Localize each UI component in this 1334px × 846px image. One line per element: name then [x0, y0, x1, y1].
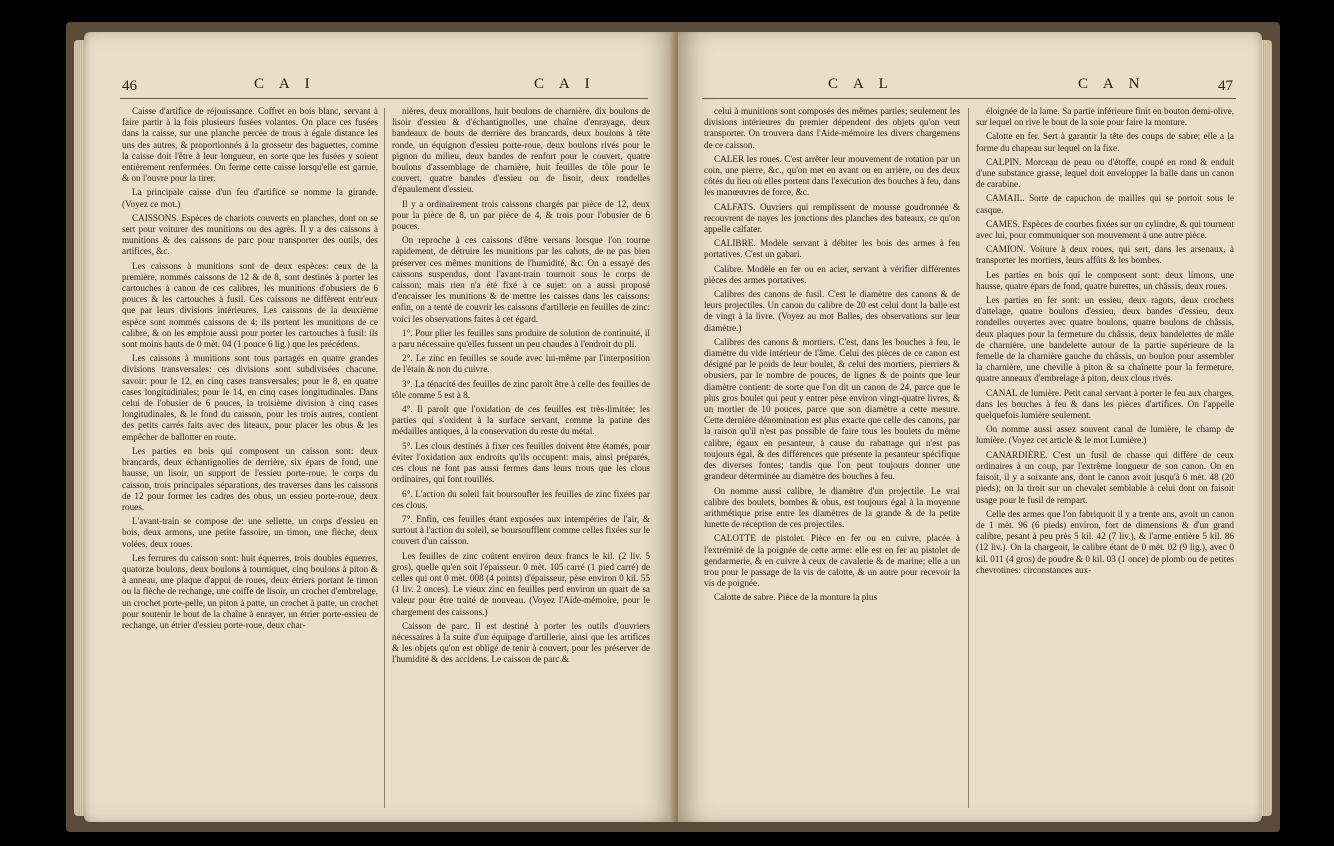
paragraph: 1°. Pour plier les feuilles sans produire de solution de continuité, il a paru nécessaire qu'elles fussent un peu chaudes à l'endroit du pli. [392, 327, 650, 350]
column-rule [968, 108, 969, 808]
paragraph: 2°. Le zinc en feuilles se soude avec lui-même par l'interposition de l'étain & non du cuivre. [392, 353, 650, 375]
paragraph: On nomme aussi calibre, le diamètre d'un projectile. Le vrai calibre des boulets, bombes & obus, est toujours égal à la moyenne arithmétique prise entre les diamètres de la grande & de la petite lunette de réception de ces projectiles. [704, 485, 960, 530]
paragraph: On nomme aussi assez souvent canal de lumière, le champ de lumière. (Voyez cet article & le mot Lumière.) [976, 424, 1234, 446]
paragraph: CANARDIÈRE. C'est un fusil de chasse qui diffère de ceux ordinaires à un coup, par l'extrême longueur de son canon. On en faisoit, il y a soixante ans, dont le canon avoit jusqu'à 6 mèt. 48 (20 pieds); on la tiroit sur un chevalet semblable à celui dont on faisoit usage pour le fusil de rempart. [976, 449, 1234, 505]
paragraph: CAISSONS. Espèces de chariots couverts en planches, dont on se sert pour voiturer des munitions ou des agrès. Il y a des caissons à munitions & des caissons de parc pour transporter des outils, des artifices, &c. [122, 212, 378, 257]
paragraph: Calibre. Modèle en fer ou en acier, servant à vérifier différentes pièces des armes portatives. [704, 263, 960, 285]
text-column-2 [976, 106, 1234, 579]
page-number: 47 [1218, 78, 1233, 94]
paragraph: Les parties en bois qui le composent sont: deux limons, une hausse, quatre épars de fond, quatre burettes, un châssis, deux roues. [976, 269, 1234, 291]
paragraph: Celle des armes que l'on fabriquoit il y a trente ans, avoit un canon de 1 mèt. 96 (6 pieds) environ, fort de dimensions & d'un grand calibre, pesant à peu près 5 kil. 42 (7 liv.), & l'arme entière 5 kil. 86 (12 liv.). On la chargeoit, le calibre étant de 0 mèt. 02 (9 lig.), avec 0 kil. 011 (4 gros) de poudre & 0 kil. 03 (1 once) de plomb ou de petites chevrotines: circonstances aux- [976, 508, 1234, 575]
paragraph: Les ferrures du caisson sont: huit équerres, trois doubles équerres, quatorze boulons, deux boulons à tourniquet, cinq boulons à piton & à anneau, une plaque d'appui de roues, deux étriers portant le timon ou la flèche de rechange, une coiffe de lisoir, un crochet d'embrelage, un crochet porte-pelle, un piton à patte, un crochet à patte, un crochet pour soutenir le bout de la chaîne à enrayer, un étrier porte-essieu de rechange, un étrier d'essieu porte-roue, deux char- [122, 552, 378, 630]
paragraph: nières, deux moraillons, huit boulons de charnière, dix boulons de lisoir d'essieu & d'échantignolles, une chaîne d'enrayage, deux bandeaux de bouts de derrière des brancards, deux boulons à tête ronde, un équignon d'essieu porte-roue, deux boulons rivés pour le pignon du milieu, deux bandes de renfort pour le couvert, quatre boulons d'assemblage de charnière, huit feuilles de tôle pour le couvert, quatre bandes d'essieu ou de lisoir, deux rondelles d'épaulement d'essieu. [392, 106, 650, 195]
header-rule [702, 98, 1236, 99]
text-column-2 [392, 106, 650, 669]
text-column-1 [704, 106, 960, 607]
running-header-right: C A I [534, 76, 596, 92]
running-header-left: C A L [828, 76, 894, 92]
paragraph: Les feuilles de zinc coûtent environ deux francs le kil. (2 liv. 5 gros), quelle qu'en soit l'épaisseur. 0 mèt. 105 carré (1 pied carré) de celles qui ont 0 mèt. 008 (4 points) d'épaisseur, pèse environ 0 kil. 55 (1 liv. 2 onces). Le vieux zinc en feuilles perd environ un quart de sa valeur pour être traité de nouveau. (Voyez l'Aide-mémoire, pour le chargement des caissons.) [392, 550, 650, 617]
left-page [84, 32, 676, 822]
paragraph: éloignée de la lame. Sa partie inférieure finit en bouton demi-olive, sur lequel on rive le bout de la soie pour faire la monture. [976, 106, 1234, 128]
open-book [66, 10, 1280, 836]
paragraph: Les parties en bois qui composent un caisson sont: deux brancards, deux échantignolles de derrière, six épars de fond, une hausse, un lisoir, un support de l'essieu porte-roue, le corps du caisson, trois principales séparations, des traverses dans les caissons de 12 pour former les cadres des obus, un essieu porte-roue, deux roues. [122, 445, 378, 512]
paragraph: Les caissons à munitions sont tous partagés en quatre grandes divisions transversales: ces divisions sont subdivisées chacune, savoir: pour le 12, en cinq cases transversales; pour le 8, en quatre cases longitudinales; pour le 14, en cinq cases longitudinales. Dans celui de l'obusier de 6 pouces, la troisième division à cinq cases longitudinales, & le fond du caisson, pour les trois autres, contient des petits carrés faits avec des liteaux, pour placer les obus & les empêcher de ballotter en route. [122, 353, 378, 442]
text-column-1 [122, 106, 378, 634]
running-header-right: C A N [1078, 76, 1146, 92]
paragraph: 6°. L'action du soleil fait boursoufler les feuilles de zinc fixées par ces clous. [392, 488, 650, 510]
paragraph: Calotte de sabre. Pièce de la monture la plus [714, 592, 878, 603]
paragraph: CAMION. Voiture à deux roues, qui sert, dans les arsenaux, à transporter les mortiers, leurs affûts & les bombes. [976, 244, 1234, 266]
paragraph: Caisse d'artifice de réjouissance. Coffret en bois blanc, servant à faire partir à la fois plusieurs fusées volantes. On place ces fusées dans la caisse, sur une planche percée de trous à égale distance les uns des autres, & proportionnés à la grosseur des baguettes, comme la caisse doit l'être à leur longueur, en sorte que les fusées y soient entièrement renfermées. On ferme cette caisse lorsqu'elle est garnie, & on l'ouvre pour la tirer. [122, 106, 378, 184]
paragraph: CAMES. Espèces de courbes fixées sur un cylindre, & qui tournent avec lui, pour communiquer son mouvement à une autre pièce. [976, 218, 1235, 241]
paragraph: 7°. Enfin, ces feuilles étant exposées aux intempéries de l'air, & surtout à l'action du soleil, se boursoufflent comme celles fixées sur le couvert d'un caisson. [392, 513, 650, 547]
paragraph: La principale caisse d'un feu d'artifice se nomme la girande. (Voyez ce mot.) [122, 187, 378, 209]
paragraph: CALOTTE de pistolet. Pièce en fer ou en cuivre, placée à l'extrémité de la poignée de cette arme: elle est en fer au pistolet de gendarmerie, & en cuivre à ceux de cavalerie & de marine; elle a un trou pour le passage de la vis de calotte, & un autre pour recevoir la vis de poignée. [704, 533, 960, 589]
page-number: 46 [122, 78, 137, 94]
paragraph: 3°. La ténacité des feuilles de zinc paroît être à celle des feuilles de tôle comme 5 est à 8. [392, 378, 650, 400]
column-rule [384, 108, 385, 808]
paragraph: On reproche à ces caissons d'être versans lorsque l'on tourne rapidement, de détruire les munitions par les cahots, de ne pas bien préserver ces mêmes munitions de l'humidité, &c. On a essayé des caissons suspendus, dont l'avant-train tournoit sous le corps de caisson; mais rien n'a été fixé à ce sujet: on a aussi proposé d'encaisser les munitions & de mettre les caisses dans les caissons: enfin, on a tenté de couvrir les caissons d'artillerie en feuilles de zinc: voici les observations faites à cet égard. [392, 235, 650, 324]
paragraph: L'avant-train se compose de: une sellette, un corps d'essieu en bois, deux armons, une petite fassoire, un timon, une flèche, deux volées, deux roues. [122, 516, 378, 549]
paragraph: CALER les roues. C'est arrêter leur mouvement de rotation par un coin, une pierre, &c., qu'on met en avant ou en arrière, ou des deux côtés du lieu où elles portent dans l'exécution des bouches à feu, dans les manœuvres de force, &c. [704, 153, 960, 198]
paragraph: CALFATS. Ouvriers qui remplissent de mousse goudronnée & recouvrent de nayes les jonctions des planches des bateaux, ce qu'on appelle calfater. [704, 201, 960, 235]
paragraph: Calibres des canons de fusil. C'est le diamètre des canons & de leurs projectiles. Un canon du calibre de 20 est celui dont la balle est de vingt à la livre. (Voyez au mot Balles, des observations sur leur diamètre.) [704, 289, 960, 333]
paragraph: Les caissons à munitions sont de deux espèces: ceux de la première, nommés caissons de 12 & de 8, sont destinés à porter les cartouches à canon de ces calibres, les munitions d'obusiers de 6 pouces & les cartouches à fusil. Ces caissons ne diffèrent entr'eux que par leurs divisions intérieures. Les caissons de la deuxième espèce sont nommés caissons de 4; ils portent les munitions de ce calibre, & on les emploie aussi pour porter les cartouches à fusil: ils sont moins hauts de 0 mèt. 04 (1 pouce 6 lig.) que les précédens. [122, 260, 378, 350]
running-header-left: C A I [254, 76, 316, 92]
paragraph: Il y a ordinairement trois caissons chargés par pièce de 12, deux pour la pièce de 8, un par pièce de 4, & trois pour l'obusier de 6 pouces. [392, 198, 650, 232]
paragraph: CALIBRE. Modèle servant à débiter les bois des armes à feu portatives. C'est un gabari. [704, 238, 960, 260]
paragraph: Calotte en fer. Sert à garantir la tête des coups de sabre; elle a la forme du chapeau sur lequel on la fixe. [976, 131, 1234, 153]
header-rule [120, 98, 648, 99]
paragraph: CALPIN. Morceau de peau ou d'étoffe, coupé en rond & enduit d'une substance grasse, lequel doit envelopper la balle dans un canon de carabine. [976, 156, 1234, 190]
paragraph: celui à munitions sont composés des mêmes parties; seulement les divisions intérieures du premier dépendent des objets qu'on veut transporter. On trouvera dans l'Aide-mémoire les divers chargemens de ce caisson. [704, 106, 960, 150]
paragraph: Les parties en fer sont: un essieu, deux ragots, deux crochets d'attelage, quatre boulons d'essieu, deux bandes d'essieu, deux rondelles ouvertes avec quatre boulons, quatre boulons de châssis, deux plaques pour la fermeture du châssis, deux bandelettes de mâle de charnière, une bandelette autour de la partie supérieure de la femelle de la charnière gauche du châssis, un boulon pour assembler la charnière, une cheville à piton & sa chaînette pour la fermeture, quatre anneaux d'embrelage à piton, deux clous rivés. [976, 295, 1234, 384]
paragraph: 4°. Il paroît que l'oxidation de ces feuilles est très-limitée; les parties qui s'oxident à la surface servant, comme la patine des médailles antiques, à la conservation du reste du métal. [392, 404, 650, 437]
paragraph: CAMAIL. Sorte de capuchon de mailles qui se portoit sous le casque. [976, 193, 1234, 215]
right-page [678, 32, 1262, 822]
paragraph: CANAL de lumière. Petit canal servant à porter le feu aux charges, dans les bouches à feu & dans les pièces d'artifices. On l'appelle quelquefois lumière seulement. [976, 387, 1234, 421]
paragraph: Calibres des canons & mortiers. C'est, dans les bouches à feu, le diamètre du vide intérieur de l'âme. Celui des pièces de ce canon est désigné par le poids de leur boulet, & celui des mortiers, pierriers & obusiers, par le nombre de pouces, de lignes & de points que leur diamètre contient: de sorte que l'on dit un canon de 24, parce que le plus gros boulet qui peut y entrer pèse environ vingt-quatre livres, & un mortier de 10 pouces, parce que son diamètre a cette mesure. Cette dernière dénomination est plus exacte que celle des canons, par la raison qu'il n'est pas possible de faire tous les boulets du même calibre, égaux en pesanteur, à cause du rabattage qui n'est pas toujours égal, & des différences que présente la pesanteur spécifique des diverses fontes; tandis que l'on peut toujours donner une grandeur déterminée au diamètre des bouches à feu. [704, 336, 960, 482]
paragraph: Caisson de parc. Il est destiné à porter les outils d'ouvriers nécessaires à la suite d'un équipage d'artillerie, ainsi que les artifices & les objets qu'on est obligé de tenir à couvert, pour les préserver de l'humidité & des accidens. Le caisson de parc & [392, 620, 650, 665]
paragraph: 5°. Les clous destinés à fixer ces feuilles doivent être étamés, pour éviter l'oxidation aux endroits qu'ils occupent: mais, ainsi préparés, ces clous ne font pas aussi fermes dans leurs trous que les clous ordinaires, qui font rouillés. [392, 440, 650, 485]
